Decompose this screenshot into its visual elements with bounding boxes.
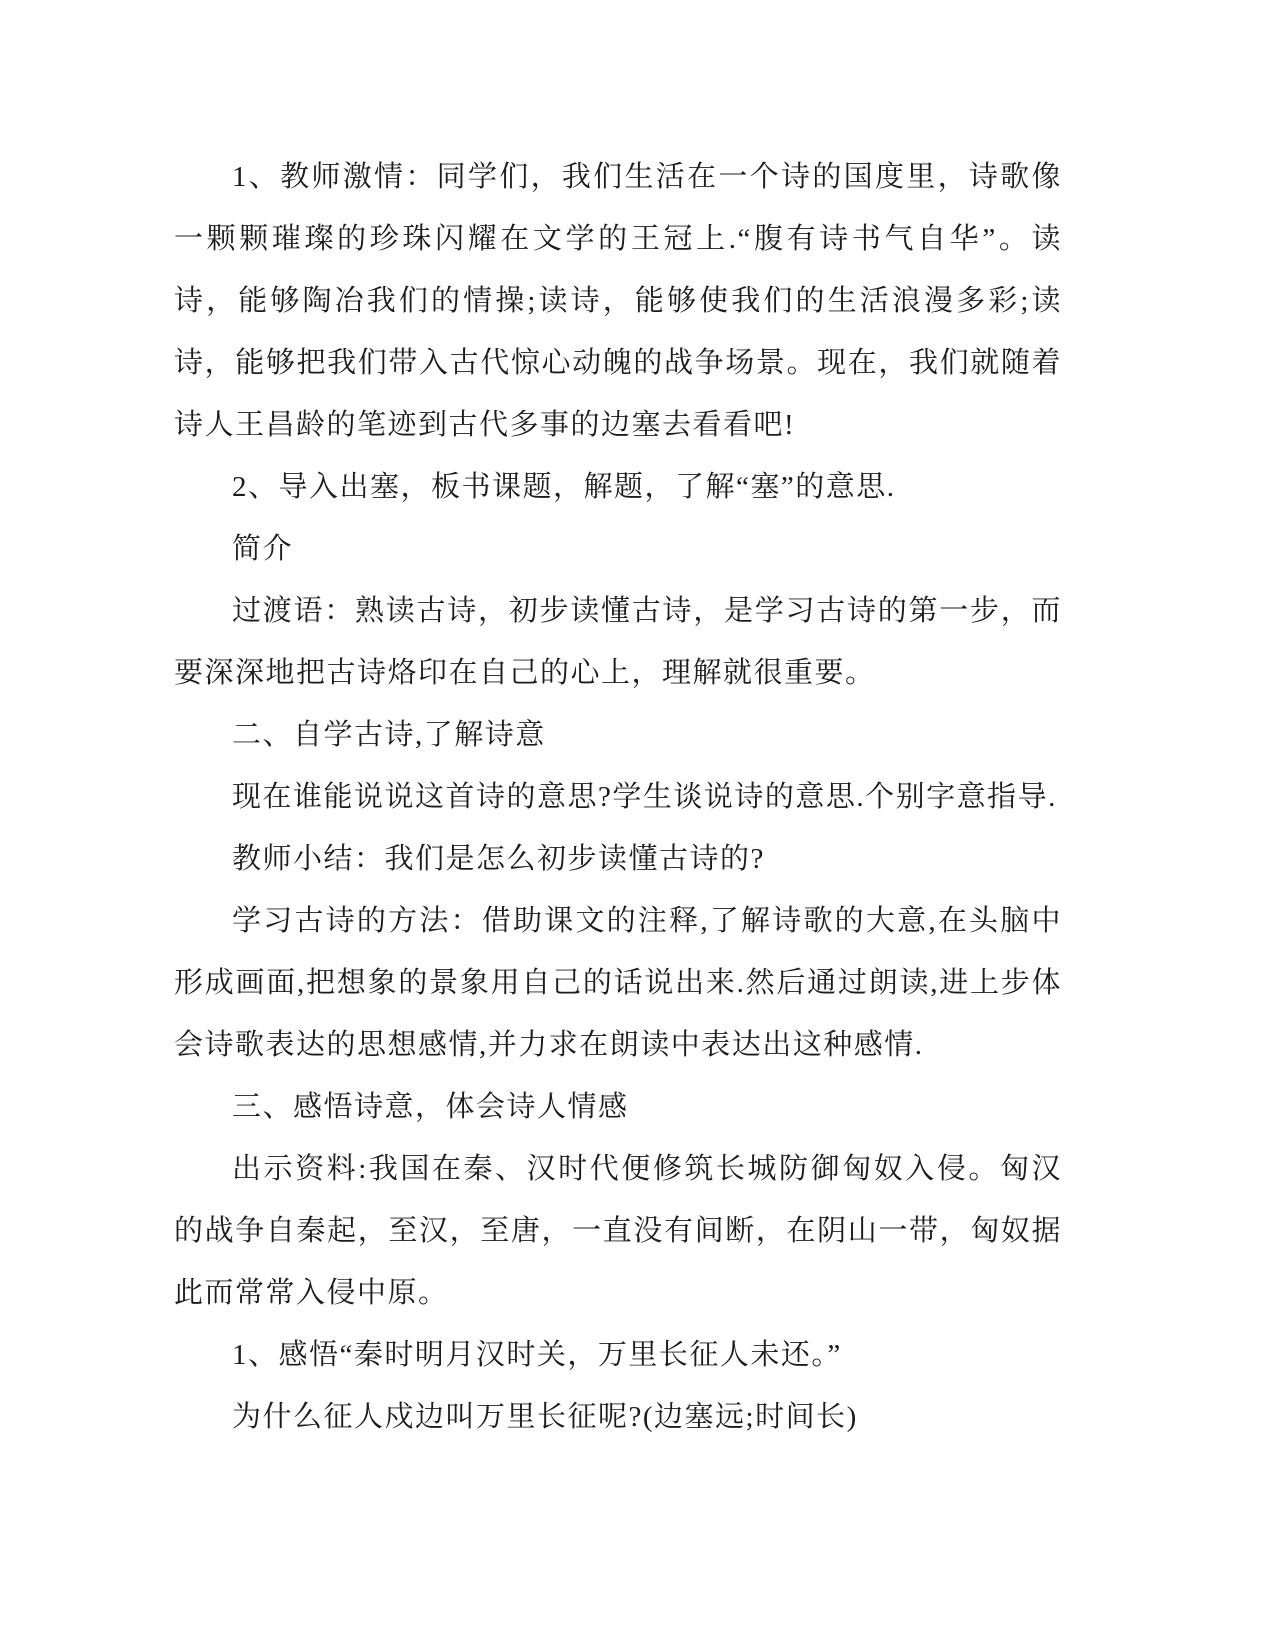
paragraph-self-study: 现在谁能说说这首诗的意思?学生谈说诗的意思.个别字意指导. <box>232 781 1057 813</box>
paragraph-brief-intro: 简介 <box>232 533 294 565</box>
paragraph-intro-2: 2、导入出塞，板书课题，解题，了解“塞”的意思. <box>232 471 896 503</box>
paragraph-intro-1: 1、教师激情：同学们，我们生活在一个诗的国度里，诗歌像一颗颗璀璨的珍珠闪耀在文学的王冠上.“腹有诗书气自华”。读诗，能够陶冶我们的情操;读诗，能够使我们的生活浪漫多彩;读诗，能够把我们带入古代惊心动魄的战争场景。现在，我们就随着诗人王昌龄的笔迹到古代多事的边塞去看看吧! <box>174 161 1062 441</box>
paragraph-material: 出示资料:我国在秦、汉时代便修筑长城防御匈奴入侵。匈汉的战争自秦起，至汉，至唐，一直没有间断，在阴山一带，匈奴据此而常常入侵中原。 <box>174 1153 1062 1309</box>
paragraph-poem-line: 1、感悟“秦时明月汉时关，万里长征人未还。” <box>232 1339 842 1371</box>
paragraph-teacher-summary: 教师小结：我们是怎么初步读懂古诗的? <box>232 843 765 875</box>
paragraph-section-3-head: 三、感悟诗意，体会诗人情感 <box>232 1091 629 1123</box>
document-body <box>174 146 1062 1448</box>
paragraph-transition: 过渡语：熟读古诗，初步读懂古诗，是学习古诗的第一步，而要深深地把古诗烙印在自己的心上，理解就很重要。 <box>174 595 1062 689</box>
paragraph-section-2-head: 二、自学古诗,了解诗意 <box>232 719 546 751</box>
paragraph-study-method: 学习古诗的方法：借助课文的注释,了解诗歌的大意,在头脑中形成画面,把想象的景象用自己的话说出来.然后通过朗读,进上步体会诗歌表达的思想感情,并力求在朗读中表达出这种感情. <box>174 905 1062 1061</box>
paragraph-question: 为什么征人戍边叫万里长征呢?(边塞远;时间长) <box>232 1401 858 1433</box>
